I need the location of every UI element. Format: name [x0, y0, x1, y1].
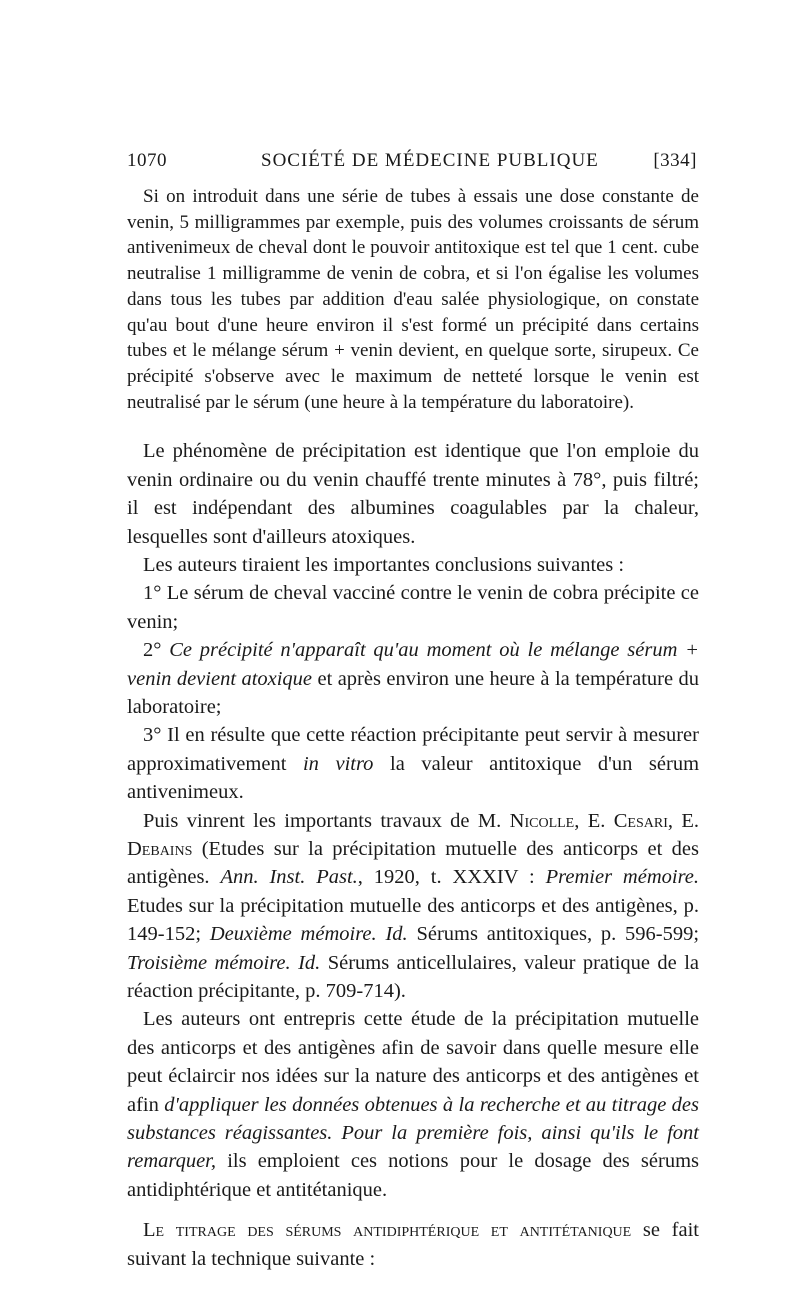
paragraph-study	[127, 1005, 699, 1204]
conclusion-3-italic: in vitro	[302, 752, 374, 775]
journal-title: Ann. Inst. Past.	[220, 866, 358, 889]
conclusion-3-text-b: la valeur antitoxique d'un sérum antivenimeux.	[127, 752, 700, 804]
conclusion-2-italic: Ce précipité n'apparaît qu'au moment où le mélange sérum + venin devient atoxique	[127, 639, 700, 690]
study-text-a: Les auteurs ont entrepris cette étude de la précipitation mutuelle des anticorps et des antigènes afin de savoir dans quelle mesure elle peut éclaircir nos idées sur la nature des anticorps et des antigènes et afin	[127, 1008, 699, 1116]
paragraph-titrage	[127, 1216, 699, 1273]
study-text-b: ils emploient ces notions pour le dosage des sérums antidiphtérique et antitétanique.	[127, 1150, 700, 1201]
conclusion-2-text: et après environ une heure à la température du laboratoire;	[127, 667, 700, 718]
conclusion-3	[127, 721, 699, 806]
ref-text-f: Sérums anticellulaires, valeur pratique de la réaction précipitante, p. 709-714).	[127, 951, 700, 1003]
body-text	[127, 184, 699, 1273]
memoir-3: Troisième mémoire. Id.	[127, 951, 321, 974]
ref-text-b: (Etudes sur la précipitation mutuelle des anticorps et des antigènes.	[127, 838, 699, 889]
author-names: M. Nicolle, E. Cesari, E. Debains	[127, 809, 700, 861]
memoir-2: Deuxième mémoire. Id.	[209, 923, 408, 946]
ref-text-d: Etudes sur la précipitation mutuelle des anticorps et des antigènes, p. 149-152;	[127, 894, 699, 946]
ref-text-a: Puis vinrent les importants travaux de	[143, 809, 470, 832]
ref-text-e: Sérums antitoxiques, p. 596-599;	[416, 923, 700, 946]
conclusion-2	[127, 636, 699, 721]
page-number: 1070	[127, 150, 167, 171]
running-title: SOCIÉTÉ DE MÉDECINE PUBLIQUE	[261, 150, 599, 171]
conclusion-1: 1° Le sérum de cheval vacciné contre le venin de cobra précipite ce venin;	[127, 582, 699, 633]
paragraph-2: Le phénomène de précipitation est identique que l'on emploie du venin ordinaire ou du venin chauffé trente minutes à 78°, puis filtré; il est indépendant des albumines coagulables par la chaleur, lesquelles sont d'ailleurs atoxiques.	[127, 440, 699, 548]
paragraph-3: Les auteurs tiraient les importantes conclusions suivantes :	[143, 553, 625, 576]
ref-text-c: , 1920, t. XXXIV :	[357, 866, 535, 889]
titrage-heading: Le titrage des sérums antidiphtérique et antitétanique	[143, 1219, 632, 1242]
conclusion-2-number: 2°	[143, 639, 162, 662]
memoir-1: Premier mémoire.	[545, 866, 700, 889]
folio-reference: [334]	[653, 150, 697, 171]
paragraph-1: Si on introduit dans une série de tubes à essais une dose constante de venin, 5 milligrammes par exemple, puis des volumes croissants de sérum antivenimeux de cheval dont le pouvoir antitoxique est tel que 1 cent. cube neutralise 1 milligramme de venin de cobra, et si l'on égalise les volumes dans tous les tubes par addition d'eau salée physiologique, on constate qu'au bout d'une heure environ il s'est formé un précipité dans certains tubes et le mélange sérum + venin devient, en quelque sorte, sirupeux. Ce précipité s'observe avec le maximum de netteté lorsque le venin est neutralisé par le sérum (une heure à la température du laboratoire).	[127, 186, 699, 413]
conclusion-3-text-a: 3° Il en résulte que cette réaction précipitante peut servir à mesurer approximativement	[127, 724, 699, 775]
titrage-text: se fait suivant la technique suivante :	[127, 1219, 699, 1270]
paragraph-references	[127, 807, 699, 1006]
study-italic: d'appliquer les données obtenues à la recherche et au titrage des substances réagissantes. Pour la première fois, ainsi qu'ils le font remarquer,	[127, 1093, 699, 1173]
